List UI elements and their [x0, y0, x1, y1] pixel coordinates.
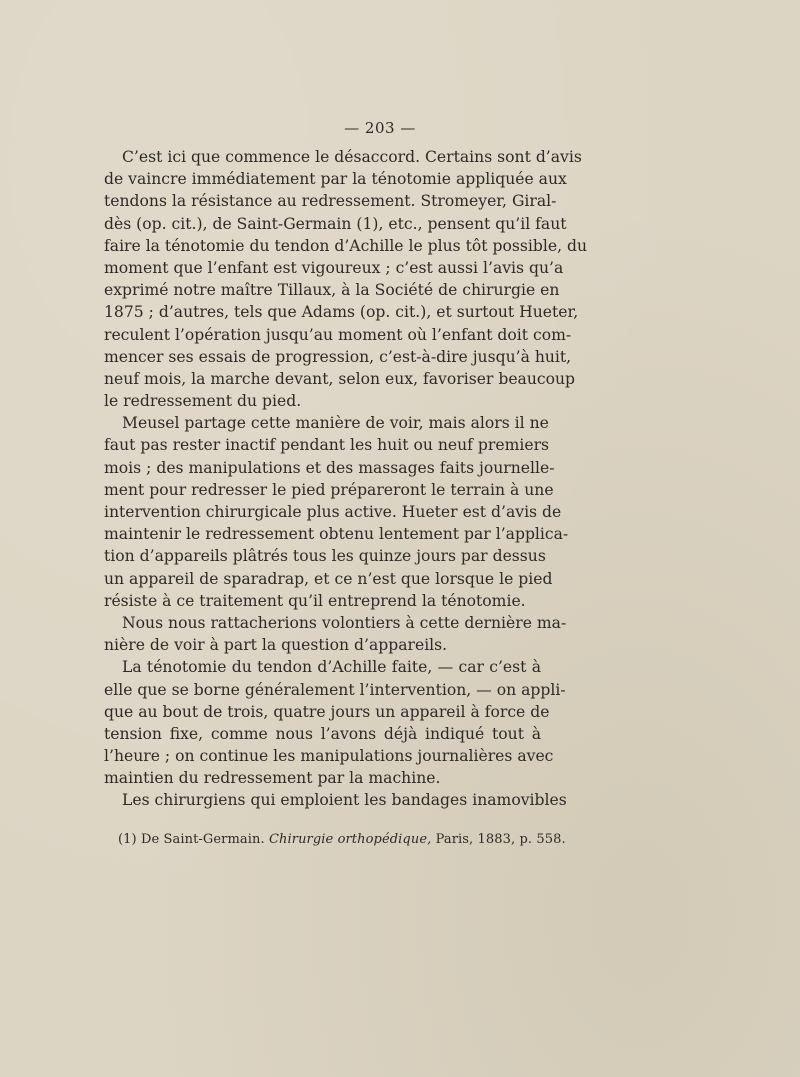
footnote-rest: Paris, 1883, p. 558. [435, 832, 566, 847]
text-line: intervention chirurgicale plus active. Hueter est d’avis de [104, 503, 562, 521]
text-line: Les chirurgiens qui emploient les bandages inamovibles [122, 791, 567, 810]
body-text [104, 146, 588, 812]
text-line: tion d’appareils plâtrés tous les quinze jours par dessus [104, 547, 546, 566]
text-line: résiste à ce traitement qu’il entreprend la ténotomie. [104, 591, 526, 610]
text-line: faut pas rester inactif pendant les huit ou neuf premiers [104, 436, 550, 455]
text-line: tendons la résistance au redressement. Stromeyer, Giral- [104, 192, 557, 211]
text-line: exprimé notre maître Tillaux, à la Société de chirurgie en [104, 281, 560, 300]
text-line: faire la ténotomie du tendon d’Achille le plus tôt possible, du [104, 236, 588, 255]
text-line: C’est ici que commence le désaccord. Certains sont d’avis [122, 148, 582, 166]
page-number: — 203 — [344, 119, 416, 137]
text-line: tension fixe, comme nous l’avons déjà indiqué tout à [104, 724, 541, 743]
footnote-marker: (1) [118, 832, 137, 847]
text-line: que au bout de trois, quatre jours un appareil à force de [104, 702, 550, 721]
footnote-title: Chirurgie orthopédique, [268, 832, 432, 847]
text-line: elle que se borne généralement l’intervention, — on appli- [104, 680, 566, 699]
footnote-author: De Saint-Germain. [140, 832, 265, 847]
text-line: un appareil de sparadrap, et ce n’est que lorsque le pied [104, 569, 553, 588]
text-line: reculent l’opération jusqu’au moment où l’enfant doit com- [104, 325, 572, 344]
text-line: l’heure ; on continue les manipulations journalières avec [104, 747, 554, 766]
footnote [118, 832, 566, 847]
text-line: moment que l’enfant est vigoureux ; c’est aussi l’avis qu’a [104, 258, 564, 277]
text-line: 1875 ; d’autres, tels que Adams (op. cit.), et surtout Hueter, [104, 303, 579, 322]
text-line: nière de voir à part la question d’appareils. [104, 636, 448, 655]
text-line: maintien du redressement par la machine. [104, 769, 441, 788]
text-line: Nous nous rattacherions volontiers à cette dernière ma- [122, 613, 567, 632]
text-line: maintenir le redressement obtenu lentement par l’applica- [104, 525, 569, 544]
text-line: mois ; des manipulations et des massages faits journelle- [104, 458, 555, 477]
text-line: dès (op. cit.), de Saint-Germain (1), etc., pensent qu’il faut [104, 214, 567, 233]
text-line: ment pour redresser le pied prépareront le terrain à une [104, 480, 554, 499]
text-line: le redressement du pied. [104, 392, 302, 411]
text-line: de vaincre immédiatement par la ténotomie appliquée aux [104, 170, 567, 189]
text-line: La ténotomie du tendon d’Achille faite, — car c’est à [122, 658, 541, 677]
text-line: Meusel partage cette manière de voir, mais alors il ne [122, 414, 549, 433]
text-line: neuf mois, la marche devant, selon eux, favoriser beaucoup [104, 369, 576, 388]
text-line: mencer ses essais de progression, c’est-à-dire jusqu’à huit, [104, 347, 572, 366]
